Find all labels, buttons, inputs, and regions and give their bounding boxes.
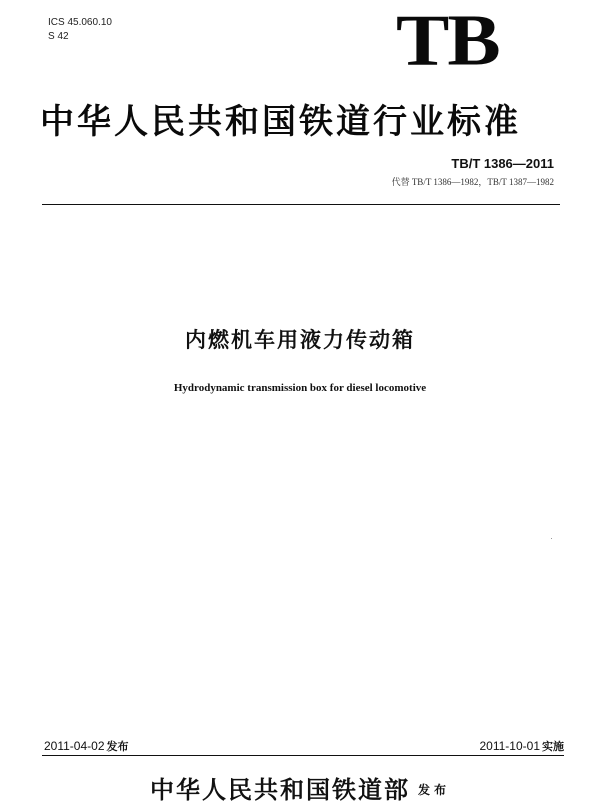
implementation-date bbox=[480, 738, 565, 755]
issue-date-label: 发布 bbox=[106, 740, 129, 753]
replaces-note: 代替 TB/T 1386—1982，TB/T 1387—1982 bbox=[391, 177, 554, 187]
standard-title: 中华人民共和国铁道行业标准 bbox=[40, 102, 521, 142]
classification-codes bbox=[48, 16, 112, 44]
publisher bbox=[0, 774, 600, 806]
scan-speck bbox=[551, 538, 552, 539]
issue-date-value: 2011-04-02 bbox=[44, 739, 105, 753]
document-title-cn: 内燃机车用液力传动箱 bbox=[185, 328, 415, 352]
publisher-name: 中华人民共和国铁道部 bbox=[149, 775, 410, 804]
tb-logo: TB bbox=[396, 0, 499, 82]
document-title-en: Hydrodynamic transmission box for diesel locomotive bbox=[173, 382, 427, 394]
bottom-divider bbox=[42, 755, 564, 756]
ics-code: ICS 45.060.10 bbox=[48, 17, 112, 28]
top-divider bbox=[42, 204, 560, 205]
category-code: S 42 bbox=[48, 31, 69, 42]
implementation-date-value: 2011-10-01 bbox=[479, 739, 540, 753]
implementation-date-label: 实施 bbox=[542, 740, 564, 753]
issue-date bbox=[44, 738, 129, 755]
standard-number: TB/T 1386—2011 bbox=[451, 156, 554, 171]
publisher-suffix: 发布 bbox=[417, 783, 450, 797]
